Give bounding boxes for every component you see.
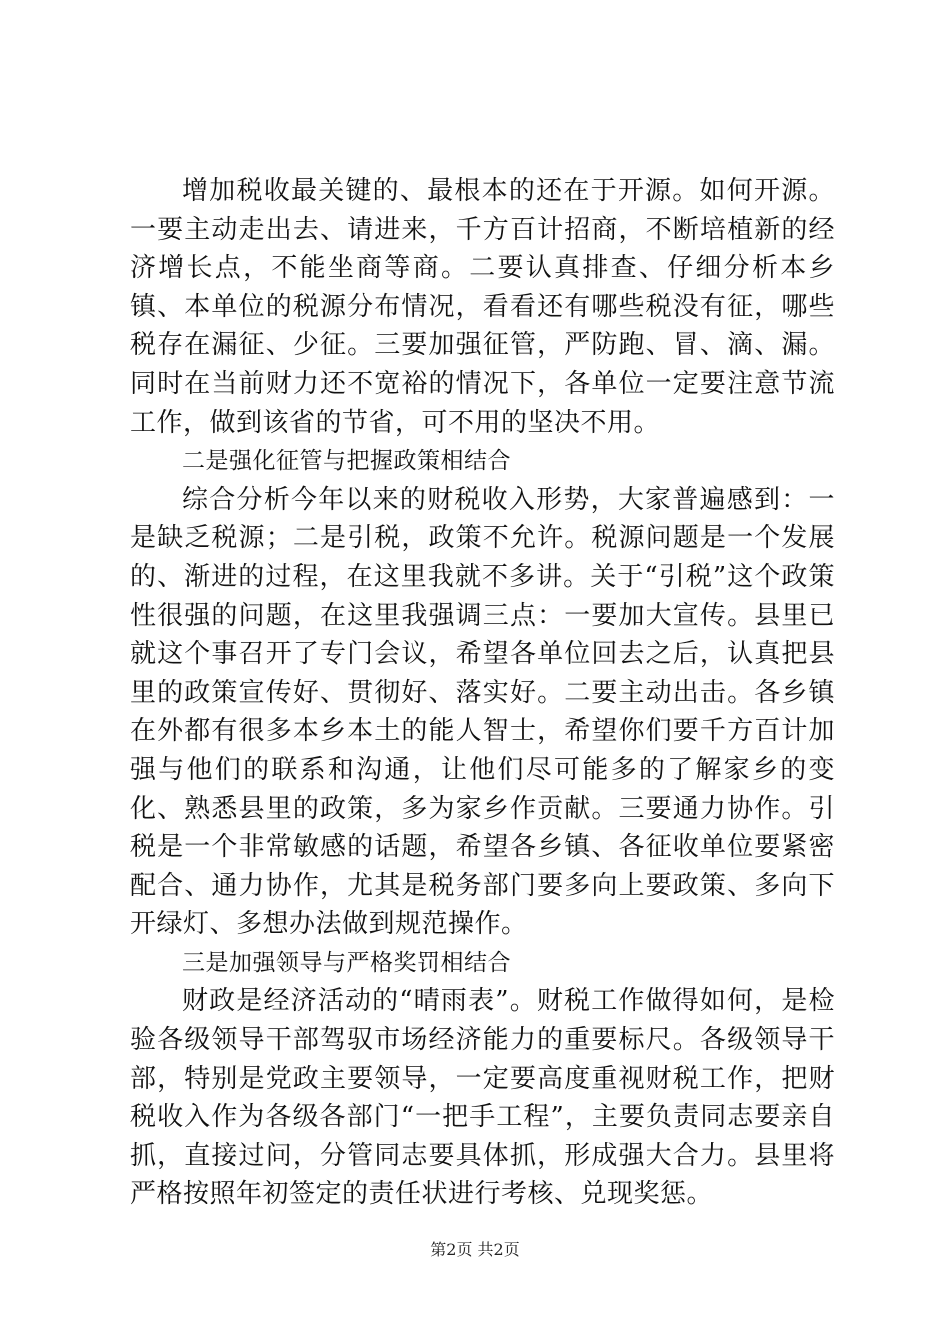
section-heading-2: 二是强化征管与把握政策相结合: [182, 448, 511, 475]
paragraph-tax-policy: 综合分析今年以来的财税收入形势，大家普遍感到：一是缺乏税源；二是引税，政策不允许。税源问题是一个发展的、渐进的过程，在这里我就不多讲。关于“引税”这个政策性很强的问题，在这里我强调三点：一要加大宣传。县里已就这个事召开了专门会议，希望各单位回去之后，认真把县里的政策宣传好、贯彻好、落实好。二要主动出击。各乡镇在外都有很多本乡本土的能人智士，希望你们要千方百计加强与他们的联系和沟通，让他们尽可能多的了解家乡的变化、熟悉县里的政策，多为家乡作贡献。三要通力协作。引税是一个非常敏感的话题，希望各乡镇、各征收单位要紧密配合、通力协作，尤其是税务部门要多向上要政策、多向下开绿灯、多想办法做到规范操作。: [130, 484, 835, 940]
paragraph-open-sources: 增加税收最关键的、最根本的还在于开源。如何开源。一要主动走出去、请进来，千方百计招商，不断培植新的经济增长点，不能坐商等商。二要认真排查、仔细分析本乡镇、本单位的税源分布情况，看看还有哪些税没有征，哪些税存在漏征、少征。三要加强征管，严防跑、冒、滴、漏。同时在当前财力还不宽裕的情况下，各单位一定要注意节流工作，做到该省的节省，可不用的坚决不用。: [130, 176, 835, 438]
document-body: [130, 172, 835, 1214]
paragraph-leadership: 财政是经济活动的“晴雨表”。财税工作做得如何，是检验各级领导干部驾驭市场经济能力的重要标尺。各级领导干部，特别是党政主要领导，一定要高度重视财税工作，把财税收入作为各级各部门“一把手工程”，主要负责同志要亲自抓，直接过问，分管同志要具体抓，形成强大合力。县里将严格按照年初签定的责任状进行考核、兑现奖惩。: [130, 986, 835, 1210]
page-number-footer: 第2页 共2页: [430, 1240, 520, 1259]
section-heading-3: 三是加强领导与严格奖罚相结合: [182, 949, 511, 976]
